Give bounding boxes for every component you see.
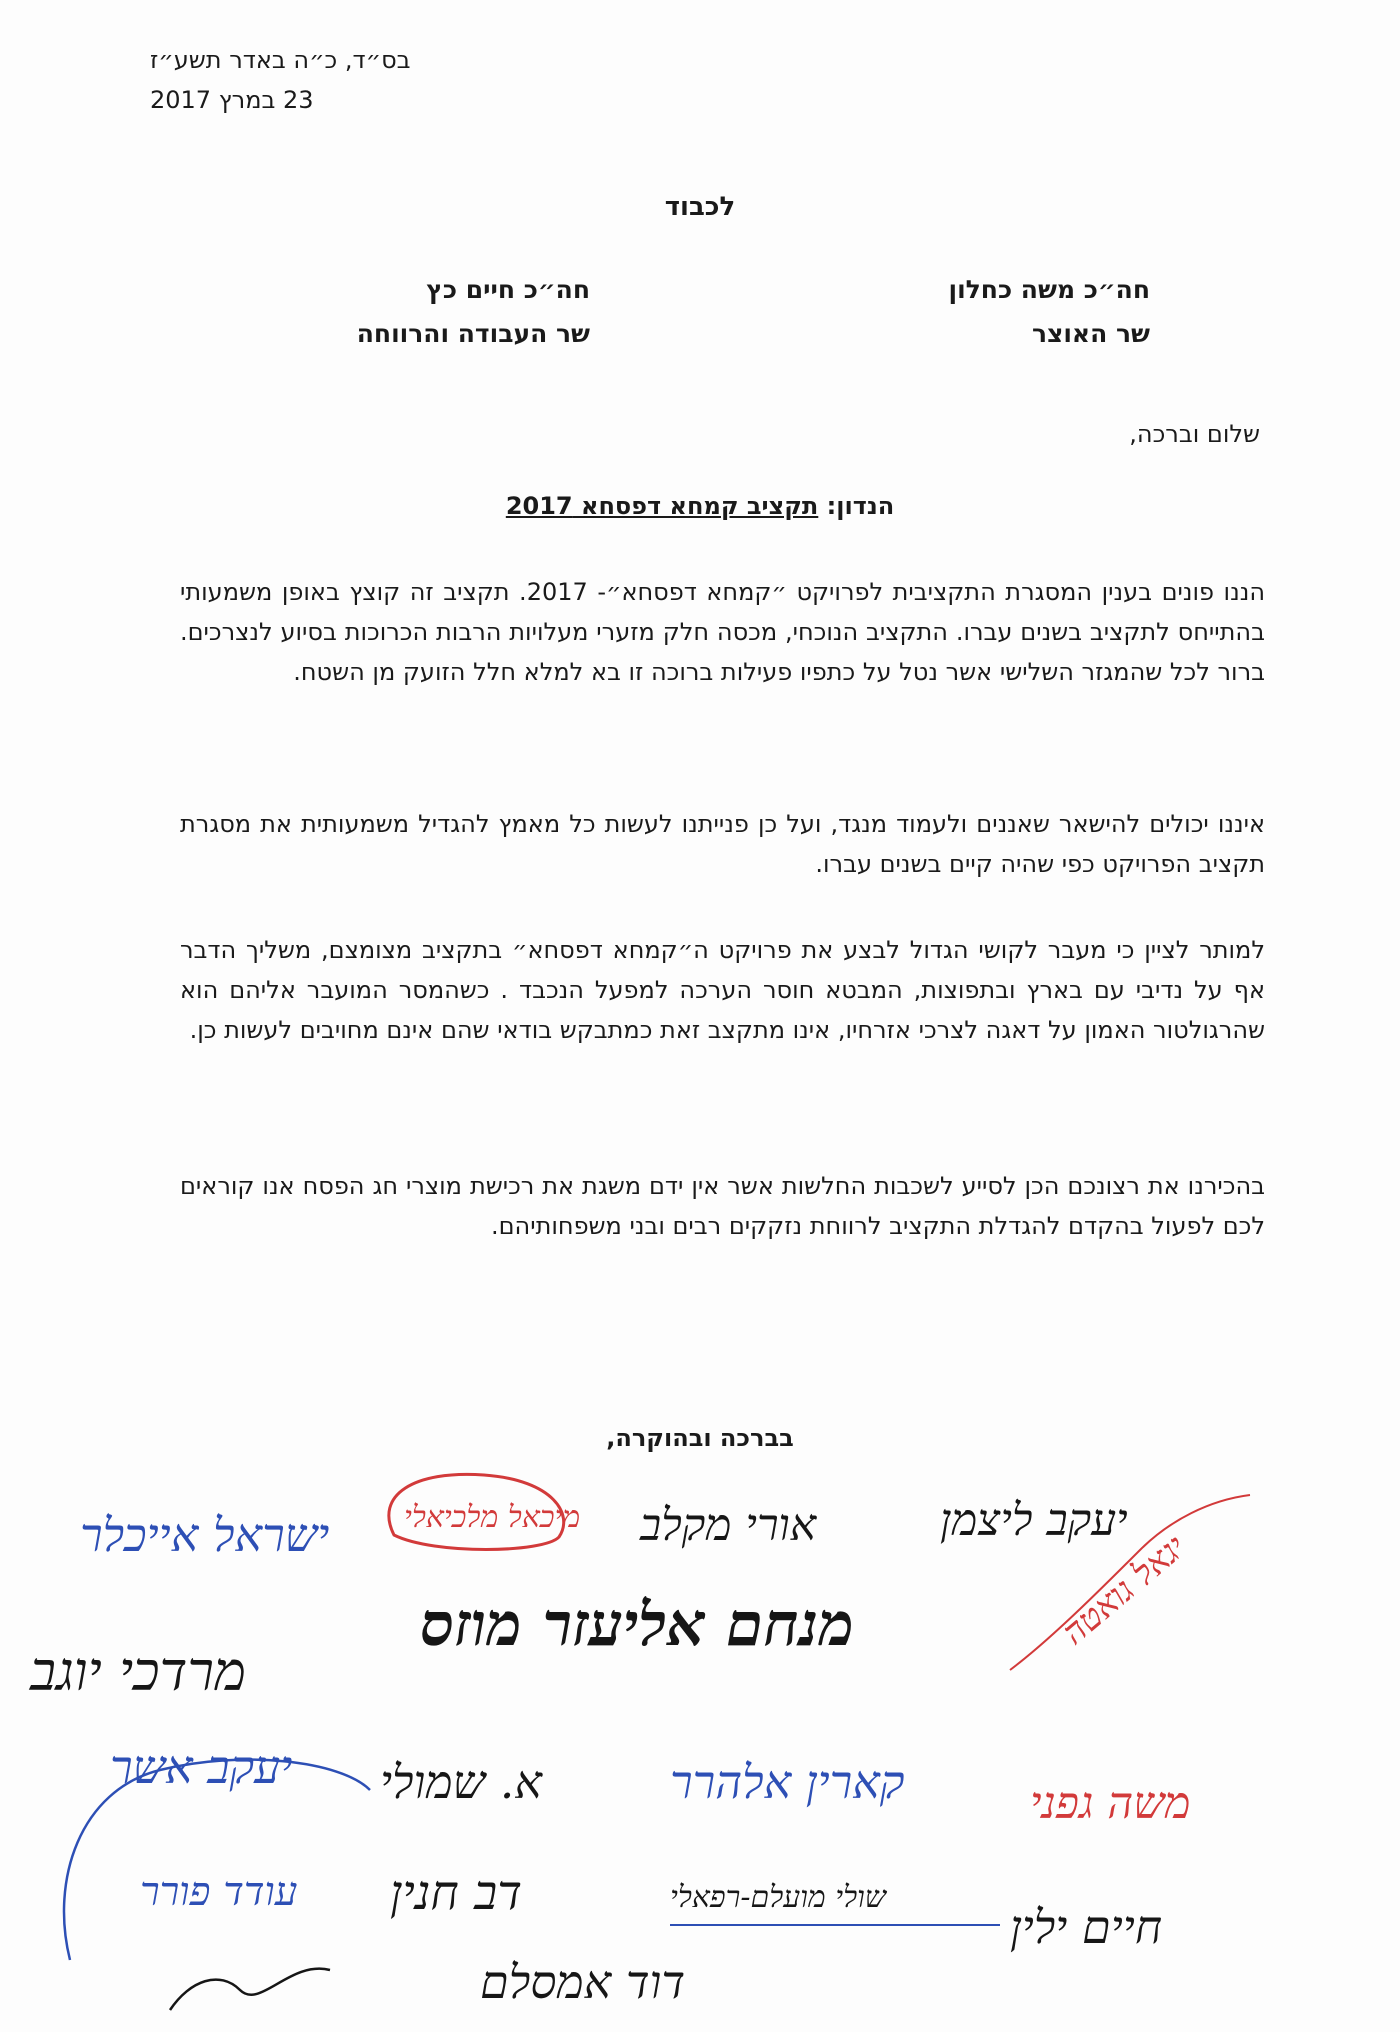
signature: עודד פורר — [140, 1869, 298, 1915]
signature: דב חנין — [390, 1865, 522, 1921]
closing-line: בברכה ובהוקרה, — [606, 1424, 794, 1452]
paragraph-text: למותר לציין כי מעבר לקושי הגדול לבצע את פרויקט ה״קמחא דפסחא״ בתקציב מצומצם, משליך הדבר אף על נדיבי עם בארץ ובתפוצות, המבטא חוסר הערכה למפעל הנכבד . כשהמסר המועבר אליהם הוא שהרגולטור האמון על דאגה לצרכי אזרחיו, אינו מתקצב זאת כמתבקש בודאי שהם אינם מחויבים לעשות כן. — [180, 936, 1265, 1044]
body-paragraph-4 — [180, 1166, 1265, 1246]
signature: מרדכי יוגב — [30, 1640, 246, 1703]
addressee-title: שר העבודה והרווחה — [356, 319, 590, 348]
body-paragraph-3 — [180, 930, 1265, 1050]
signature-scribble-black — [160, 1940, 340, 2030]
subject-text: תקציב קמחא דפסחא 2017 — [505, 492, 819, 520]
addressee-labor-minister — [170, 268, 590, 356]
signature-underline — [670, 1920, 1000, 1930]
addressee-finance-minister — [730, 268, 1150, 356]
paragraph-text: הננו פונים בענין המסגרת התקציבית לפרויקט ״קמחא דפסחא״- 2017. תקציב זה קוצץ באופן משמעותי בהתייחס לתקציב בשנים עברו. התקציב הנוכחי, מכסה חלק מזערי מעלויות הרבות הכרוכות בסיוע לנצרכים. ברור לכל שהמגזר השלישי אשר נטל על כתפיו פעילות ברוכה זו בא למלא חלל הזועק מן השטח. — [180, 578, 1265, 686]
signature: דוד אמסלם — [480, 1955, 686, 2009]
addressee-name: חה״כ חיים כץ — [426, 275, 590, 304]
signature: אורי מקלב — [640, 1500, 817, 1551]
signature: יעקב ליצמן — [940, 1495, 1128, 1546]
signature: א. שמולי — [380, 1755, 543, 1809]
subject-label: הנדון: — [826, 492, 895, 520]
date-block — [150, 40, 510, 120]
paragraph-text: איננו יכולים להישאר שאננים ולעמוד מנגד, ועל כן פנייתנו לעשות כל מאמץ להגדיל משמעותית את מסגרת תקציב הפרויקט כפי שהיה קיים בשנים עברו. — [180, 810, 1265, 878]
signature: יגאל גואטה — [1054, 1527, 1194, 1653]
paragraph-text: בהכירנו את רצונכם הכן לסייע לשכבות החלשות אשר אין ידם משגת את רכישת מוצרי חג הפסח אנו קוראים לכם לפעול בהקדם להגדלת התקציב לרווחת נזקקים רבים ובני משפחותיהם. — [180, 1172, 1265, 1240]
body-paragraph-2 — [180, 804, 1265, 884]
body-paragraph-1 — [180, 572, 1265, 692]
signature: שולי מועלם-רפאלי — [670, 1880, 887, 1915]
signature: חיים ילין — [1010, 1900, 1163, 1954]
signature: ישראל אייכלר — [80, 1508, 330, 1562]
salutation: שלום וברכה, — [1129, 420, 1260, 448]
hebrew-date: בס״ד, כ״ה באדר תשע״ז — [150, 46, 411, 74]
signature: יעקב אשר — [110, 1740, 293, 1794]
addressee-title: שר האוצר — [1031, 319, 1150, 348]
signature: קארין אלהרר — [670, 1755, 905, 1809]
signature: מנחם אליעזר מוזס — [420, 1590, 855, 1660]
signature: משה גפני — [1030, 1778, 1191, 1829]
gregorian-date: 23 במרץ 2017 — [150, 86, 314, 114]
to-honor-heading: לכבוד — [664, 192, 736, 222]
signature: מיכאל מלכיאלי — [404, 1500, 581, 1535]
subject-line — [0, 492, 1400, 520]
addressee-name: חה״כ משה כחלון — [948, 275, 1150, 304]
